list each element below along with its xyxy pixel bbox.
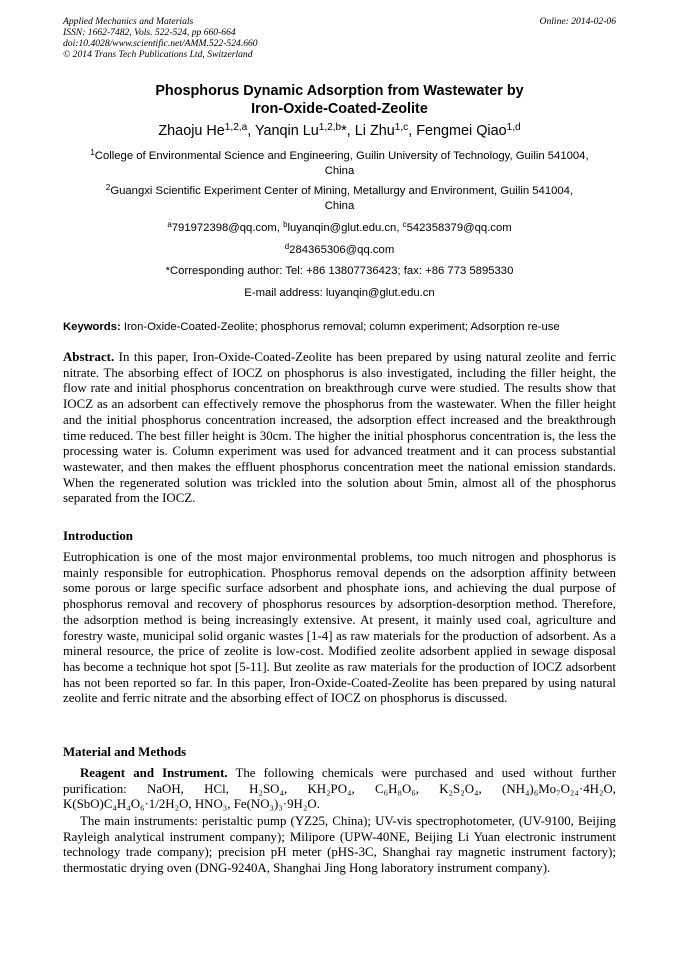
email-d: 284365306@qq.com xyxy=(289,244,395,256)
author-affiliation-mark: 1,2,a xyxy=(224,121,248,133)
journal-doi: doi:10.4028/www.scientific.net/AMM.522-524.660 xyxy=(63,38,258,49)
journal-issn: ISSN: 1662-7482, Vols. 522-524, pp 660-664 xyxy=(63,27,236,38)
introduction-heading: Introduction xyxy=(63,529,133,543)
affiliation-1-mark: 1 xyxy=(90,148,95,158)
email-b: luyanqin@glut.edu.cn, xyxy=(287,222,403,234)
paper-title xyxy=(63,82,616,118)
author-name: Fengmei Qiao xyxy=(416,123,507,139)
reagent-label: Reagent and Instrument. xyxy=(80,766,228,780)
author-email-d xyxy=(63,243,616,258)
reagent-paragraph xyxy=(63,766,616,813)
abstract-text: In this paper, Iron-Oxide-Coated-Zeolite has been prepared by using natural zeolite and ferric nitrate. The absorbing effect of IOCZ on phosphorus is also investigated, including the filler height, the flow rate and initial phosphorus concentration on breakthrough curve were studied. The results show that IOCZ as an adsorbent can effectively remove the phosphorus from the wastewater. When the filler height and the initial phosphorus concentration increased, the adsorption effect increased and the breakthrough time reduced. The best filler height is 30cm. The higher the initial phosphorus concentration is, the less the processing water is. Column experiment was used for advanced treatment and it can process substantial wastewater, and then makes the effluent phosphorus concentration meet the national emission standards. When the regenerated solution was trickled into the solution about 5min, almost all of the phosphorus separated from the IOCZ. xyxy=(63,350,616,506)
email-mark: c xyxy=(402,220,407,230)
affiliation-2-line-1: Guangxi Scientific Experiment Center of Mining, Metallurgy and Environment, Guilin 541004, xyxy=(110,185,574,197)
affiliation-2-line-2: China xyxy=(324,200,355,212)
corresponding-author: *Corresponding author: Tel: +86 13807736423; fax: +86 773 5895330 xyxy=(165,265,514,277)
instruments-paragraph: The main instruments: peristaltic pump (YZ25, China); UV-vis spectrophotometer, (UV-9100, Beijing Rayleigh analytical instrument company); Milipore (UPW-40NE, Beijing Li Yuan electronic instrument technology trade company); precision pH meter (pHS-3C, Shanghai ray magnetic instrument factory); thermostatic drying oven (DNG-9240A, Shanghai Jing Hong laboratory instrument company). xyxy=(63,814,616,876)
author-affiliation-mark: 1,2,b xyxy=(318,121,342,133)
author-affiliation-mark: 1,c xyxy=(394,121,409,133)
keywords xyxy=(63,320,616,335)
title-line-1: Phosphorus Dynamic Adsorption from Wastewater by xyxy=(155,83,524,99)
journal-header xyxy=(63,16,616,60)
corresponding-email: E-mail address: luyanqin@glut.edu.cn xyxy=(244,287,435,299)
email-mark: b xyxy=(283,220,288,230)
abstract-label: Abstract. xyxy=(63,350,115,364)
author-emails xyxy=(63,221,616,236)
affiliation-1-line-1: College of Environmental Science and Engineering, Guilin University of Technology, Guilin 541004, xyxy=(94,150,589,162)
author-separator: , xyxy=(247,123,255,139)
methods-heading: Material and Methods xyxy=(63,745,187,759)
affiliation-1-line-2: China xyxy=(324,165,355,177)
author-separator: *, xyxy=(341,123,355,139)
email-a: 791972398@qq.com, xyxy=(171,222,284,234)
email-mark: d xyxy=(284,242,290,252)
author-name: Li Zhu xyxy=(354,123,395,139)
keywords-label: Keywords: xyxy=(63,321,121,333)
affiliation-2-mark: 2 xyxy=(105,183,111,193)
journal-copyright: © 2014 Trans Tech Publications Ltd, Switzerland xyxy=(63,49,253,60)
affiliation-1 xyxy=(63,149,616,179)
online-date: Online: 2014-02-06 xyxy=(539,16,616,27)
author-affiliation-mark: 1,d xyxy=(506,121,521,133)
author-separator: , xyxy=(408,123,417,139)
introduction-text: Eutrophication is one of the most major environmental problems, too much nitrogen and phosphorus is mainly responsible for eutrophication. Phosphorus removal depends on the adsorption affinity between some porous or large specific surface adsorbent and phosphate ions, and achieving the dual purpose of phosphorus removal and recovery of phosphorus resources by adsorption-desorption method. Therefore, the adsorption method is being increasingly extensive. At present, it mainly used coal, agriculture and forestry waste, municipal solid organic wastes [1-4] as raw materials for the production of adsorbent. As a mineral resource, the price of zeolite is low-cost. Modified zeolite adsorbent applied in sewage disposal has become a technique hot spot [5-11]. But zeolite as raw materials for the production of IOCZ adsorbent has not been reported so far. In this paper, Iron-Oxide-Coated-Zeolite has been prepared by using natural zeolite and ferric nitrate and the absorbing effect of IOCZ on phosphorus is discussed. xyxy=(63,550,616,706)
author-name: Zhaoju He xyxy=(158,123,225,139)
affiliation-2 xyxy=(63,184,616,214)
title-line-2: Iron-Oxide-Coated-Zeolite xyxy=(251,101,428,117)
keywords-text: Iron-Oxide-Coated-Zeolite; phosphorus removal; column experiment; Adsorption re-use xyxy=(120,321,560,333)
journal-name: Applied Mechanics and Materials xyxy=(63,16,194,27)
email-mark: a xyxy=(167,220,172,230)
author-name: Yanqin Lu xyxy=(254,123,319,139)
author-list xyxy=(63,122,616,140)
email-c: 542358379@qq.com xyxy=(406,222,512,234)
reagent-text: The following chemicals were purchased and used without further purification: NaOH, HCl, H₂SO₄, KH₂PO₄, C₆H₈O₆, K₂S₂O₄, (NH₄)₆Mo₇O₂₄·4H₂O, K(SbO)C₄H₄O₆·1/2H₂O, HNO₃, Fe(NO₃)₃·9H₂O. xyxy=(63,766,616,812)
abstract xyxy=(63,350,616,507)
